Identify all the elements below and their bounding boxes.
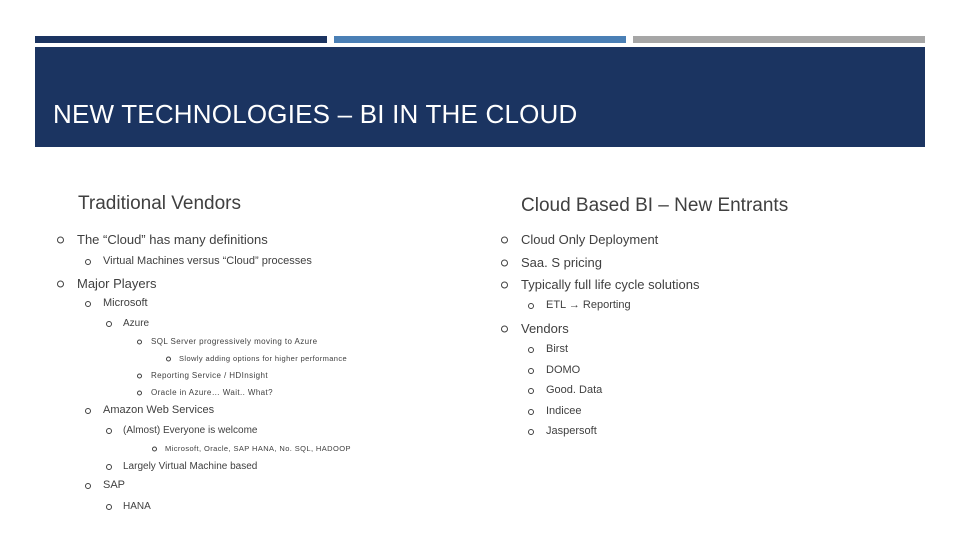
accent-bar-blue [334,36,626,43]
arrow-right-icon: → [568,299,580,311]
list-item: SQL Server progressively moving to Azure [151,338,317,346]
bullet-icon [85,408,91,414]
list-item: Vendors [521,322,569,335]
list-item: Saa. S pricing [521,256,602,269]
bullet-icon [137,391,142,396]
list-item: Jaspersoft [546,426,597,437]
list-item: Reporting Service / HDInsight [151,372,268,380]
list-item: Good. Data [546,385,602,396]
list-item: SAP [103,480,125,491]
list-item: Typically full life cycle solutions [521,278,699,291]
bullet-icon [85,483,91,489]
list-item: DOMO [546,365,580,376]
bullet-icon [528,429,534,435]
list-item: (Almost) Everyone is welcome [123,426,257,436]
bullet-icon [528,303,534,309]
title-banner [35,47,925,147]
list-item: The “Cloud” has many definitions [77,233,268,246]
right-column-heading: Cloud Based BI – New Entrants [521,195,789,216]
list-item: Indicee [546,406,581,417]
slide-title: NEW TECHNOLOGIES – BI IN THE CLOUD [53,99,578,129]
list-item: Microsoft, Oracle, SAP HANA, No. SQL, HADOOP [165,445,351,453]
bullet-icon [528,388,534,394]
bullet-icon [85,259,91,265]
list-item: Cloud Only Deployment [521,233,658,246]
list-item: Largely Virtual Machine based [123,462,257,472]
list-item: Azure [123,319,149,329]
list-item: Slowly adding options for higher performance [179,355,347,363]
bullet-icon [106,321,112,327]
bullet-icon [106,428,112,434]
accent-bar-dark [35,36,327,43]
bullet-icon [106,504,112,510]
bullet-icon [137,340,142,345]
accent-bar-gray [633,36,925,43]
bullet-icon [501,325,508,332]
bullet-icon [528,409,534,415]
list-item: Oracle in Azure… Wait.. What? [151,389,273,397]
bullet-icon [528,368,534,374]
left-column-heading: Traditional Vendors [78,193,242,214]
list-item: Microsoft [103,298,148,309]
bullet-icon [501,281,508,288]
list-item: HANA [123,502,151,512]
list-item: Amazon Web Services [103,405,214,416]
bullet-icon [106,464,112,470]
bullet-icon [137,374,142,379]
bullet-icon [85,301,91,307]
bullet-icon [528,347,534,353]
list-item: Major Players [77,277,156,290]
list-item: Virtual Machines versus “Cloud” processes [103,256,312,267]
bullet-icon [57,236,64,243]
bullet-icon [501,236,508,243]
list-item: Birst [546,344,568,355]
bullet-icon [152,446,157,451]
bullet-icon [57,280,64,287]
bullet-icon [501,259,508,266]
bullet-icon [166,356,171,361]
list-item: ETL → Reporting [546,300,631,311]
